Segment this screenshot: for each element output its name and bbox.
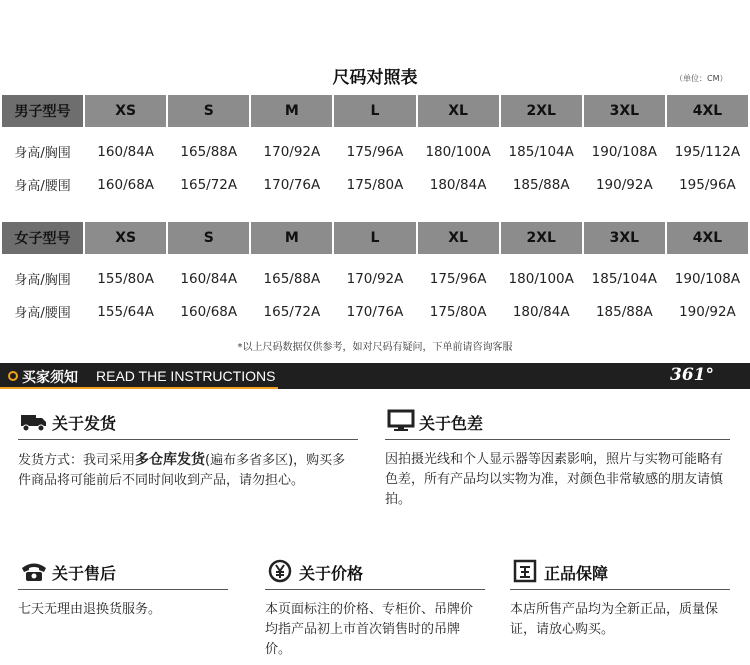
section-text: 因拍摄光线和个人显示器等因素影响，照片与实物可能略有色差，所有产品均以实物为准，对颜色非常敏感的朋友请慎拍。 xyxy=(385,452,724,507)
header-cell: S xyxy=(168,222,249,254)
banner-subtitle: READ THE INSTRUCTIONS xyxy=(96,368,276,384)
header-cell: 3XL xyxy=(584,95,665,127)
table-cell: 195/96A xyxy=(679,176,736,193)
unit-label: （单位：CM） xyxy=(675,74,728,83)
section-text: 本页面标注的价格、专柜价、吊牌价均指产品初上市首次销售时的吊牌价。 xyxy=(265,602,474,657)
male-header-row xyxy=(2,95,748,127)
certificate-icon xyxy=(512,559,540,583)
header-cell: 女子型号 xyxy=(2,222,83,254)
table-cell: 身高/胸围 xyxy=(14,146,71,161)
price-section xyxy=(265,555,485,660)
table-cell: 155/64A xyxy=(97,303,155,320)
section-header xyxy=(18,405,358,440)
table-cell: 190/108A xyxy=(674,270,741,287)
table-cell: 180/84A xyxy=(429,176,487,193)
section-header xyxy=(265,555,485,590)
table-cell: 155/80A xyxy=(97,270,155,287)
table-cell: 160/68A xyxy=(180,303,238,320)
truck-icon xyxy=(20,409,48,433)
section-title: 关于售后 xyxy=(52,564,117,583)
shipping-section xyxy=(18,405,358,491)
yuan-icon xyxy=(267,559,295,583)
section-text: 发货方式：我司采用多仓库发货(遍布多省多区)，购买多件商品将可能前后不同时间收到产品，请勿担心。 xyxy=(18,452,346,488)
table-cell: 195/112A xyxy=(674,143,741,160)
table-cell: 165/88A xyxy=(263,270,321,287)
header-cell: XS xyxy=(85,222,166,254)
table-cell: 175/80A xyxy=(346,176,404,193)
table-cell: 185/104A xyxy=(508,143,574,160)
header-cell: 男子型号 xyxy=(2,95,83,127)
banner-title: 买家须知 xyxy=(22,370,78,386)
header-cell: M xyxy=(251,95,332,127)
table-cell: 185/104A xyxy=(591,270,657,287)
aftersale-section xyxy=(18,555,228,620)
header-cell: XL xyxy=(418,222,499,254)
table-cell: 165/72A xyxy=(180,176,238,193)
section-header xyxy=(385,405,730,440)
table-cell: 身高/腰围 xyxy=(14,179,71,194)
phone-icon xyxy=(20,559,48,583)
circle-icon xyxy=(8,371,18,381)
color-section xyxy=(385,405,730,510)
table-cell: 175/96A xyxy=(346,143,404,160)
table-cell: 180/100A xyxy=(425,143,491,160)
size-note: *以上尺码数据仅供参考，如对尺码有疑问，下单前请咨询客服 xyxy=(237,342,513,353)
section-text: 本店所售产品均为全新正品，质量保证，请放心购买。 xyxy=(510,602,719,637)
table-cell: 180/100A xyxy=(508,270,574,287)
header-cell: 4XL xyxy=(667,222,748,254)
table-cell: 160/84A xyxy=(180,270,238,287)
section-header xyxy=(510,555,730,590)
section-title: 关于发货 xyxy=(52,414,117,433)
table-cell: 170/76A xyxy=(346,303,404,320)
table-cell: 190/92A xyxy=(679,303,736,320)
header-cell: 4XL xyxy=(667,95,748,127)
highlight-text: 多仓库发货 xyxy=(135,452,206,468)
banner-accent-line xyxy=(0,387,278,389)
table-cell: 175/96A xyxy=(429,270,487,287)
genuine-section xyxy=(510,555,730,640)
table-row xyxy=(2,262,748,295)
table-cell: 170/92A xyxy=(263,143,321,160)
section-text: 七天无理由退换货服务。 xyxy=(18,602,162,617)
female-header-row xyxy=(2,222,748,254)
table-cell: 身高/腰围 xyxy=(14,306,71,321)
table-cell: 185/88A xyxy=(512,176,570,193)
section-header xyxy=(18,555,228,590)
size-chart-title: 尺码对照表 xyxy=(332,68,418,88)
female-size-table xyxy=(0,222,750,328)
table-cell: 180/84A xyxy=(512,303,570,320)
table-cell: 160/68A xyxy=(97,176,155,193)
header-cell: L xyxy=(334,95,415,127)
table-cell: 190/108A xyxy=(591,143,657,160)
header-cell: M xyxy=(251,222,332,254)
table-cell: 170/92A xyxy=(346,270,404,287)
brand-logo: 361° xyxy=(670,365,714,385)
table-cell: 165/88A xyxy=(180,143,238,160)
header-cell: 2XL xyxy=(501,222,582,254)
table-row xyxy=(2,295,748,328)
section-title: 正品保障 xyxy=(544,564,609,583)
section-title: 关于价格 xyxy=(299,564,364,583)
section-title: 关于色差 xyxy=(419,414,484,433)
header-cell: 3XL xyxy=(584,222,665,254)
header-cell: 2XL xyxy=(501,95,582,127)
table-cell: 175/80A xyxy=(429,303,487,320)
header-cell: S xyxy=(168,95,249,127)
table-cell: 160/84A xyxy=(97,143,155,160)
table-cell: 185/88A xyxy=(595,303,653,320)
table-row xyxy=(2,135,748,168)
monitor-icon xyxy=(387,409,415,433)
table-cell: 170/76A xyxy=(263,176,321,193)
table-cell: 190/92A xyxy=(595,176,653,193)
table-row xyxy=(2,168,748,201)
instructions-banner xyxy=(0,363,750,389)
header-cell: XS xyxy=(85,95,166,127)
header-cell: XL xyxy=(418,95,499,127)
male-size-table xyxy=(0,95,750,201)
table-cell: 身高/胸围 xyxy=(14,273,71,288)
table-cell: 165/72A xyxy=(263,303,321,320)
header-cell: L xyxy=(334,222,415,254)
